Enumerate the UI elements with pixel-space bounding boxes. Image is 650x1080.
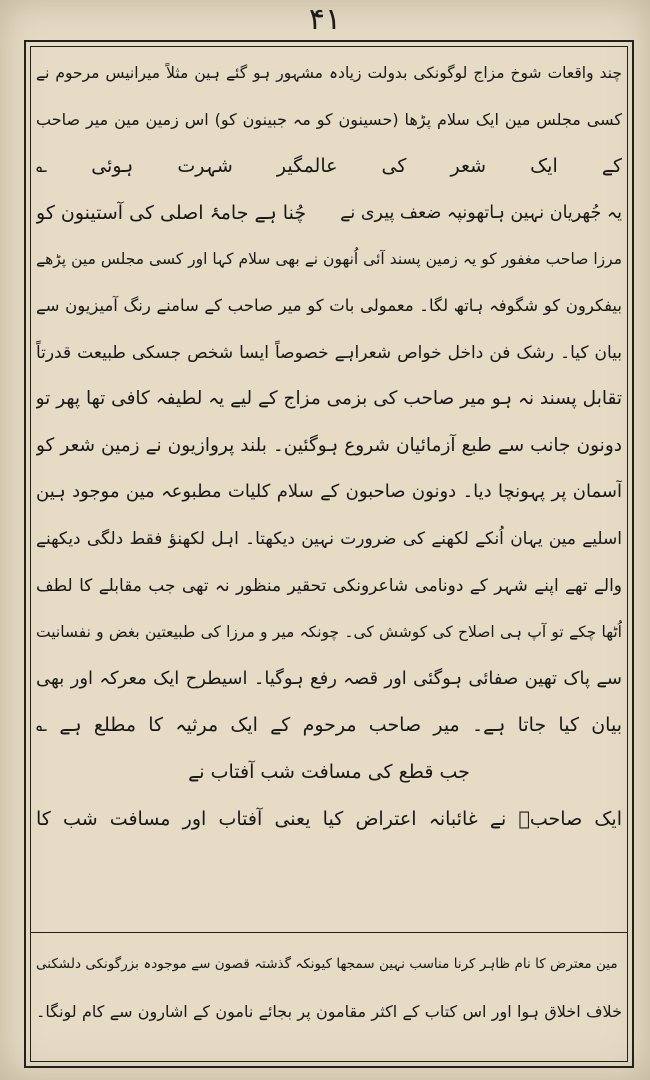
- page-number: ۴۱: [308, 2, 342, 37]
- text-line: ایک صاحبؔ نے غائبانہ اعتراض کیا یعنی آفتاب اور مسافت شب کا: [36, 807, 622, 830]
- verse-second-hemistich: چُنا ہے جامۂ اصلی کی آستینون کو: [36, 201, 307, 224]
- verse-line: جب قطع کی مسافت شب آفتاب نے: [188, 760, 470, 783]
- verse-first-hemistich: یہ جُھریان نہین ہاتھونپہ ضعف پیری نے: [340, 202, 622, 223]
- text-line: آسمان پر پہونچا دیا۔ دونون صاحبون کے سلام کلیات مطبوعہ مین موجود ہین: [36, 481, 622, 503]
- text-line: تقابل پسند نہ ہو میر صاحب کی بزمی مزاج کے لیے یہ لطیفہ کافی تھا پھر تو: [36, 388, 622, 410]
- footnotes: [36, 940, 622, 1036]
- verse-couplet: [36, 190, 622, 237]
- main-text: [36, 50, 622, 842]
- text-line: کے ایک شعر کی عالمگیر شہرت ہوئی ؎: [36, 155, 622, 178]
- text-line: دونون جانب سے طبع آزمائیان شروع ہوگئین۔ بلند پروازیون نے زمین شعر کو: [36, 434, 622, 456]
- text-line: مرزا صاحب مغفور کو یہ زمین پسند آئی اُنھون نے بھی سلام کہا اور کسی مجلس مین پڑھے: [36, 250, 622, 269]
- footnote-line: خلاف اخلاق ہوا اور اس کتاب کے اکثر مقامون پر بجائے نامون کے اشارون سے کام لونگا۔: [36, 1002, 622, 1021]
- text-line: اُٹھا چکے تو آپ ہی اصلاح کی کوشش کی۔ چونکہ میر و مرزا کی طبیعتین بغض و نفسانیت: [36, 623, 622, 642]
- text-line: چند واقعات شوخ مزاج لوگونکی بدولت زیادہ مشہور ہو گئے ہین مثلاً میرانیس مرحوم نے: [36, 64, 622, 82]
- footnote-divider: [30, 932, 628, 933]
- footnote-line: ؔ مین معترض کا نام ظاہر کرنا مناسب نہین سمجھا کیونکہ گذشتہ قصون سے موجودہ بزرگونکی دلشکنی: [36, 956, 622, 972]
- text-line: اسلیے مین یہان اُنکے لکھنے کی ضرورت نہین دیکھتا۔ اہل لکھنؤ فقط دلگی دیکھنے: [36, 528, 622, 549]
- text-line: بیان کیا جاتا ہے۔ میر صاحب مرحوم کے ایک مرثیہ کا مطلع ہے ؎: [36, 714, 622, 737]
- text-line: کسی مجلس مین ایک سلام پڑھا (حسینون کو مہ جبینون کو) اس زمین مین میر صاحب: [36, 109, 622, 129]
- text-line: بیفکرون کو شگوفہ ہاتھ لگا۔ معمولی بات کو میر صاحب کے سامنے رنگ آمیزیون سے: [36, 295, 622, 315]
- text-line: بیان کیا۔ رشک فن داخل خواص شعراہے خصوصاً ایسا شخص جسکی طبیعت قدرتاً: [36, 342, 622, 363]
- text-line: والے تھے اپنے شہر کے دونامی شاعرونکی تحقیر منظور نہ تھی جب مقابلے کا لطف: [36, 575, 622, 596]
- text-line: سے پاک تھین صفائی ہوگئی اور قصہ رفع ہوگیا۔ اسیطرح ایک معرکہ اور بھی: [36, 667, 622, 689]
